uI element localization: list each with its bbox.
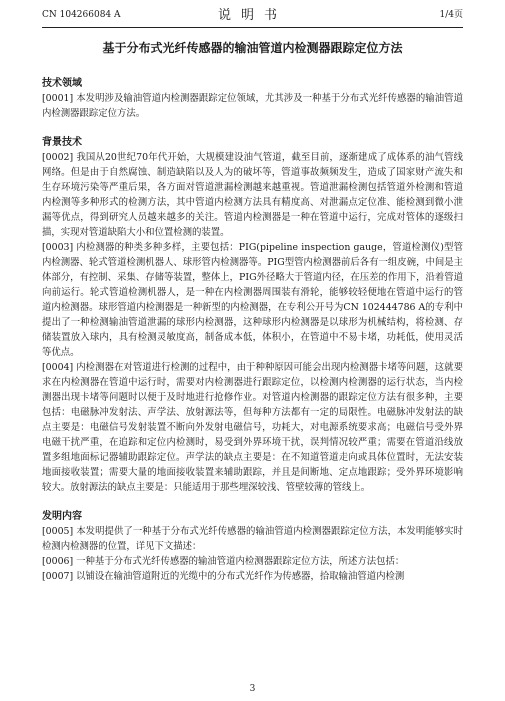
section-heading-background: 背景技术 <box>42 137 82 148</box>
page-indicator: 1/4页 <box>439 10 463 20</box>
document-title: 基于分布式光纤传感器的输油管道内检测器跟踪定位方法 <box>102 41 403 55</box>
page-number: 3 <box>249 684 256 694</box>
paragraph-0004: [0004] 内检测器在对管道进行检测的过程中，由于种种原因可能会出现内检测器卡堵等问题，这就要求在内检测器在管道中运行时，需要对内检测器进行跟踪定位，以检测内检测器的运行状态，当内检测器出现卡堵等问题时以便于及时地进行抢修作业。对管道内检测器的跟踪定位方法有很多种，主要包括：电磁脉冲发射法、声学法、放射源法等，但每种方法都有一定的局限性。电磁脉冲发射法的缺点主要是：电磁信号发射装置不断向外发射电磁信号，功耗大，对电源系统要求高；电磁信号受外界电磁干扰严重，在追踪和定位内检测时，易受到外界环境干扰，误判情况较严重；需要在管道沿线放置多组地面标记器辅助跟踪定位。声学法的缺点主要是：在不知道管道走向或具体位置时，无法安装地面接收装置；需要大量的地面接收装置来辅助跟踪，并且是间断地、定点地跟踪；受外界环境影响较大。放射源法的缺点主要是：只能适用于那些埋深较浅、管壁较薄的管线上。 <box>42 362 463 493</box>
document-type-label: 说明书 <box>217 8 287 23</box>
paragraph-0002: [0002] 我国从20世纪70年代开始，大规模建设油气管道，截至目前，逐渐建成了成体系的油气管线网络。但是由于自然腐蚀、制造缺陷以及人为的破坏等，管道事故频频发生，造成了国家财产流失和生存环境污染等严重后果，各方面对管道泄漏检测越来越重视。管道泄漏检测包括管道外检测和管道内检测等多种形式的检测方法，其中管道内检测方法具有精度高、对泄漏点定位准、能检测到微小泄漏等优点，得到研究人员越来越多的关注。管道内检测器是一种在管道中运行，完成对管体的逐级扫描，实现对管道缺陷大小和位置检测的装置。 <box>42 152 463 238</box>
paragraph-0006: [0006] 一种基于分布式光纤传感器的输油管道内检测器跟踪定位方法，所述方法包括： <box>42 556 405 567</box>
section-heading-summary: 发明内容 <box>42 511 82 522</box>
paragraph-0005: [0005] 本发明提供了一种基于分布式光纤传感器的输油管道内检测器跟踪定位方法，本发明能够实时检测内检测器的位置，详见下文描述： <box>42 526 463 552</box>
paragraph-0003: [0003] 内检测器的种类多种多样，主要包括：PIG(pipeline inspection gauge，管道检测仪)型管内检测器、轮式管道检测机器人、球形管内检测器等。PIG型管内检测器前后各有一组皮碗，中间是主体部分，有控制、采集、存储等装置，整体上，PIG外径略大于管道内径，在压差的作用下，沿着管道向前运行。轮式管道检测机器人，是一种在内检测器周围装有滑轮，能够较轻便地在管道中运行的管道内检测器。球形管道内检测器是一种新型的内检测器，在专利公开号为CN 102444786 A的专利中提出了一种检测输油管道泄漏的球形内检测器，这种球形内检测器是以球形为机械结构，将检测、存储装置放入球内，具有检测灵敏度高，制备成本低，体积小，在管道中不易卡堵，功耗低，使用灵活等优点。 <box>42 242 463 358</box>
header-divider <box>42 27 463 28</box>
patent-number: CN 104266084 A <box>42 10 121 20</box>
paragraph-0007: [0007] 以铺设在输油管道附近的光缆中的分布式光纤作为传感器，拾取输油管道内检测 <box>42 571 405 582</box>
paragraph-0001: [0001] 本发明涉及输油管道内检测器跟踪定位领域，尤其涉及一种基于分布式光纤传感器的输油管道内检测器跟踪定位方法。 <box>42 93 463 119</box>
section-heading-technical-field: 技术领域 <box>42 78 82 89</box>
document-body <box>42 40 463 584</box>
